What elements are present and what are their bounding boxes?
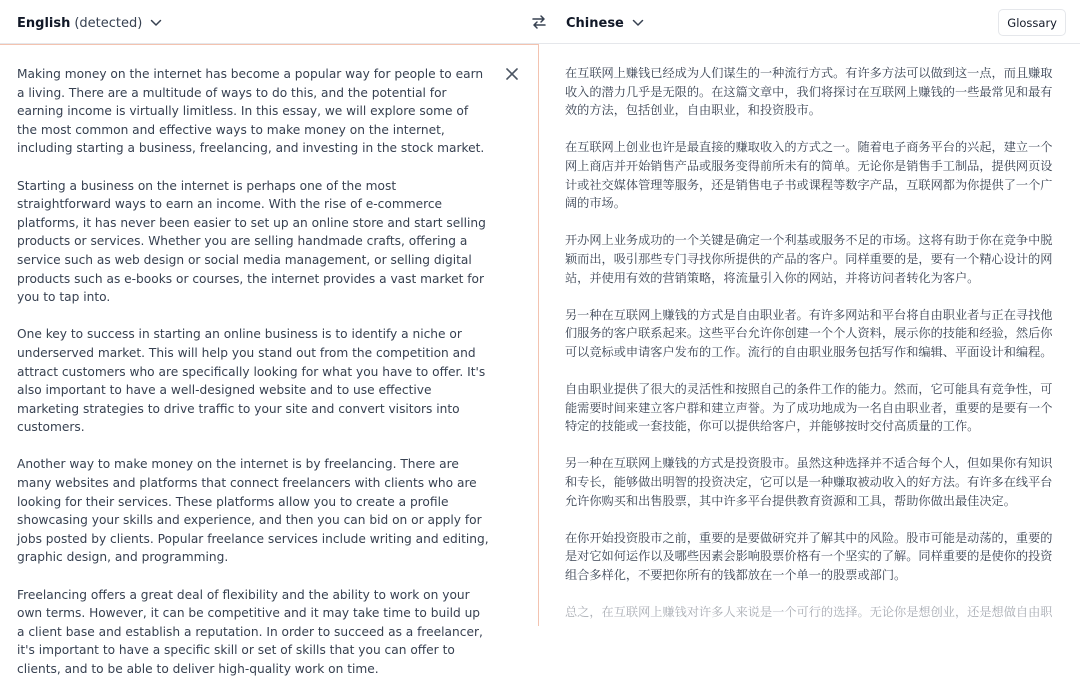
target-language-name: Chinese (566, 15, 624, 31)
translation-paragraph: 在你开始投资股市之前，重要的是要做研究并了解其中的风险。股市可能是动荡的，重要的是对它如何运作以及哪些因素会影响股票价格有一个坚实的了解。同样重要的是使你的投资组合多样化，不要把你所有的钱都放在一个单一的股票或部门。 (565, 530, 1053, 583)
source-language-name: English (17, 15, 71, 31)
source-paragraph: Freelancing offers a great deal of flexibility and the ability to work on your own terms. However, it can be competitive and it may take time to build up a client base and establish a reputation. In order to succeed as a freelancer, it's important to have a specific skill or set of skills that you can offer to clients, and to be able to deliver high-quality work on time. (17, 587, 483, 676)
top-bar (0, 0, 1080, 44)
translation-text (565, 64, 1062, 640)
chevron-down-icon (632, 17, 644, 29)
source-text-pane[interactable] (0, 44, 539, 676)
source-paragraph: Making money on the internet has become a popular way for people to earn a living. There are a multitude of ways to do this, and the potential for earning income is virtually limitless. In this essay, we will explore some of the most common and effective ways to make money on the internet, including starting a business, freelancing, and investing in the stock market. (17, 67, 485, 156)
translation-pane (540, 44, 1080, 626)
translation-paragraph: 另一种在互联网上赚钱的方式是投资股市。虽然这种选择并不适合每个人，但如果你有知识和专长，能够做出明智的投资决定，它可以是一种赚取被动收入的好方法。有许多在线平台允许你购买和出售股票，其中许多平台提供教育资源和工具，帮助你做出最佳决定。 (565, 456, 1053, 508)
source-paragraph: Another way to make money on the internet is by freelancing. There are many websites and platforms that connect freelancers with clients who are looking for their services. These platforms allow you to create a profile showcasing your skills and experience, and then you can bid on or apply for jobs posted by clients. Popular freelance services include writing and editing, graphic design, and programming. (17, 457, 489, 565)
translation-paragraph: 另一种在互联网上赚钱的方式是自由职业者。有许多网站和平台将自由职业者与正在寻找他们服务的客户联系起来。这些平台允许你创建一个个人资料，展示你的技能和经验，然后你可以竞标或申请客户发布的工作。流行的自由职业服务包括写作和编辑、平面设计和编程。 (565, 307, 1053, 359)
close-icon[interactable] (504, 66, 520, 82)
target-language-selector[interactable] (566, 14, 644, 32)
translation-paragraph: 自由职业提供了很大的灵活性和按照自己的条件工作的能力。然而，它可能具有竞争性，可能需要时间来建立客户群和建立声誉。为了成功地成为一名自由职业者，重要的是要有一个特定的技能或一套技能，你可以提供给客户，并能够按时交付高质量的工作。 (565, 382, 1053, 434)
translation-paragraph: 在互联网上赚钱已经成为人们谋生的一种流行方式。有许多方法可以做到这一点，而且赚取收入的潜力几乎是无限的。在这篇文章中，我们将探讨在互联网上赚钱的一些最常见和最有效的方法，包括创业，自由职业，和投资股市。 (565, 66, 1053, 118)
swap-arrows-icon (530, 13, 548, 31)
chevron-down-icon (150, 17, 162, 29)
translation-paragraph-pending: 总之，在互联网上赚钱对许多人来说是一个可行的选择。无论你是想创业，还是想做自由职 (565, 605, 1053, 620)
glossary-button[interactable]: Glossary (998, 9, 1066, 36)
translation-paragraph: 在互联网上创业也许是最直接的赚取收入的方式之一。随着电子商务平台的兴起，建立一个网上商店并开始销售产品或服务变得前所未有的简单。无论你是销售手工制品，提供网页设计或社交媒体管理等服务，还是销售电子书或课程等数字产品，互联网都为你提供了一个广阔的市场。 (565, 140, 1053, 211)
swap-languages-button[interactable] (529, 12, 549, 32)
source-language-selector[interactable] (17, 14, 162, 32)
source-paragraph: Starting a business on the internet is perhaps one of the most straightforward ways to earn an income. With the rise of e-commerce platforms, it has never been easier to set up an online store and start selling products or services. Whether you are selling handmade crafts, offering a service such as web design or social media management, or selling digital products such as e-books or courses, the internet provides a vast market for you to tap into. (17, 178, 486, 305)
source-text-area[interactable] (17, 65, 491, 697)
detected-label: (detected) (74, 15, 143, 31)
source-paragraph: One key to success in starting an online business is to identify a niche or underserved market. This will help you stand out from the competition and attract customers who are specifically looking for what you have to offer. It's also important to have a well-designed website and to use effective marketing strategies to drive traffic to your site and convert visitors into customers. (17, 327, 486, 435)
translation-paragraph: 开办网上业务成功的一个关键是确定一个利基或服务不足的市场。这将有助于你在竞争中脱颖而出，吸引那些专门寻找你所提供的产品的客户。同样重要的是，要有一个精心设计的网站，并使用有效的营销策略，将流量引入你的网站，并将访问者转化为客户。 (565, 233, 1053, 285)
